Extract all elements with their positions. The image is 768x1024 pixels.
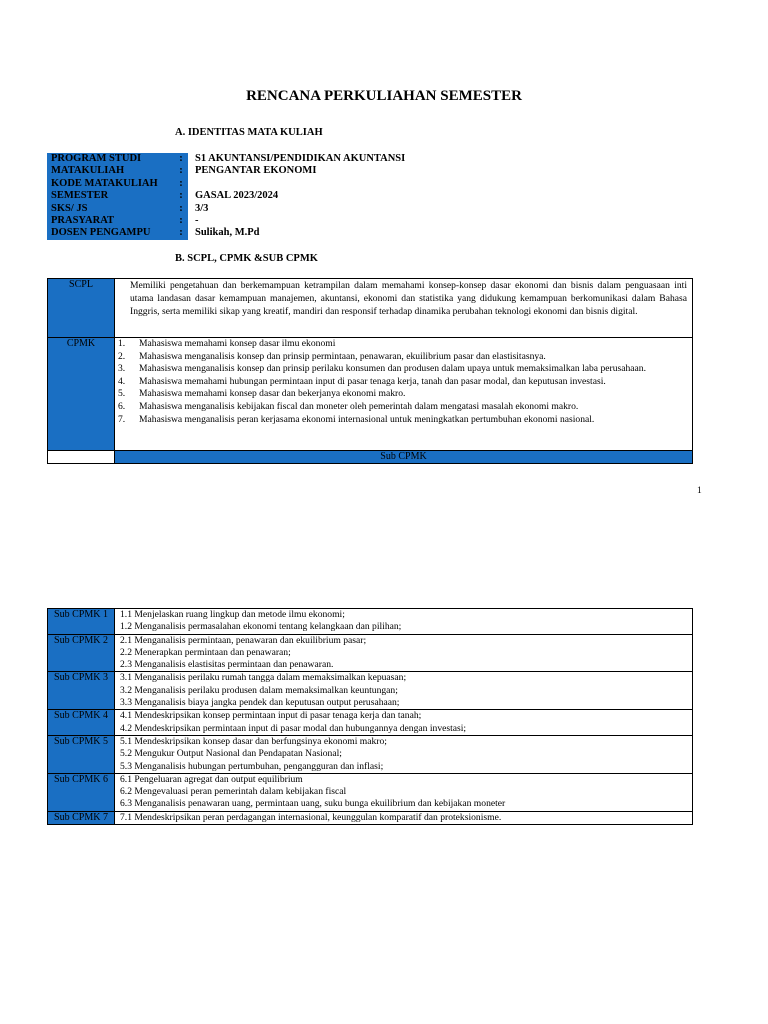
sub-cpmk-label: Sub CPMK 1 [48, 609, 115, 635]
identity-row [47, 227, 405, 239]
sub-cpmk-row [48, 634, 693, 672]
sub-cpmk-line: 2.3 Menganalisis elastisitas permintaan dan penawaran. [120, 659, 334, 671]
cpmk-item [118, 388, 687, 401]
identity-row [47, 153, 405, 165]
identity-value: GASAL 2023/2024 [195, 190, 279, 202]
cpmk-item [118, 363, 687, 376]
identity-label: SKS/ JS [47, 203, 174, 215]
identity-value: - [195, 214, 199, 226]
cpmk-item-number: 3. [118, 363, 126, 375]
sub-cpmk-content [115, 672, 693, 710]
sub-cpmk-line: 3.3 Menganalisis biaya jangka pendek dan keputusan output perusahaan; [120, 697, 400, 709]
cpmk-item [118, 401, 687, 414]
section-b-heading: B. SCPL, CPMK &SUB CPMK [175, 253, 318, 264]
sub-cpmk-line: 3.1 Menganalisis perilaku rumah tangga dalam memaksimalkan kepuasan; [120, 672, 407, 684]
sub-cpmk-line: 4.1 Mendeskripsikan konsep permintaan input di pasar tenaga kerja dan tanah; [120, 710, 422, 722]
cpmk-content [115, 338, 693, 451]
identity-label: PRASYARAT [47, 215, 174, 227]
sub-cpmk-label: Sub CPMK 4 [48, 710, 115, 736]
sub-cpmk-label: Sub CPMK 7 [48, 811, 115, 824]
identity-row [47, 165, 405, 177]
identity-colon: : [174, 153, 188, 165]
sub-cpmk-row [48, 672, 693, 710]
sub-cpmk-line: 2.2 Menerapkan permintaan dan penawaran; [120, 646, 291, 658]
sub-cpmk-content [115, 811, 693, 824]
sub-cpmk-content [115, 773, 693, 811]
sub-cpmk-row [48, 609, 693, 635]
cpmk-item-text: Mahasiswa memahami hubungan permintaan input di pasar tenaga kerja, tanah dan pasar modal, dan keputusan investasi. [139, 375, 606, 387]
cpmk-item-text: Mahasiswa memahami konsep dasar ilmu ekonomi [139, 338, 336, 349]
cpmk-item-number: 4. [118, 375, 126, 387]
scpl-text: Memiliki pengetahuan dan berkemampuan ketrampilan dalam memahami konsep-konsep dasar ekonomi dan bisnis dalam penguasaan inti utama landasan dasar kemampuan manajemen, akuntansi, ekonomi dan statistika yang didukung kemampuan berkomunikasi dalam Bahasa Inggris, serta memiliki sikap yang kreatif, mandiri dan responsif terhadap dinamika perubahan teknologi ekonomi dan bisnis digital. [115, 279, 693, 338]
sub-cpmk-table [47, 608, 693, 825]
sub-cpmk-row [48, 811, 693, 824]
identity-label: DOSEN PENGAMPU [47, 227, 174, 239]
cpmk-item-number: 5. [118, 388, 126, 400]
cpmk-list [115, 338, 692, 426]
sub-cpmk-line: 5.2 Mengukur Output Nasional dan Pendapatan Nasional; [120, 748, 342, 760]
sub-cpmk-heading-row [48, 451, 693, 464]
identity-value: PENGANTAR EKONOMI [195, 165, 317, 177]
sub-cpmk-line: 6.3 Menganalisis penawaran uang, permintaan uang, suku bunga ekuilibrium dan kebijakan moneter [120, 798, 506, 810]
cpmk-label: CPMK [48, 338, 115, 451]
identity-colon: : [174, 190, 188, 202]
sub-cpmk-label: Sub CPMK 2 [48, 634, 115, 672]
cpmk-item-number: 1. [118, 338, 126, 349]
scpl-cpmk-table [47, 278, 693, 464]
sub-cpmk-content [115, 609, 693, 635]
identity-label: MATAKULIAH [47, 165, 174, 177]
cpmk-item-text: Mahasiswa menganalisis peran kerjasama ekonomi internasional untuk meningkatkan pertumbuhan ekonomi nasional. [139, 413, 595, 425]
sub-cpmk-line: 7.1 Mendeskripsikan peran perdagangan internasional, keunggulan komparatif dan proteksionisme. [120, 811, 502, 823]
cpmk-item-text: Mahasiswa menganalisis konsep dan prinsip permintaan, penawaran, ekuilibrium pasar dan elastisitasnya. [139, 350, 546, 362]
section-a-heading: A. IDENTITAS MATA KULIAH [175, 127, 323, 138]
sub-cpmk-line: 6.1 Pengeluaran agregat dan output equilibrium [120, 773, 303, 785]
sub-cpmk-row [48, 773, 693, 811]
identity-row [47, 190, 405, 202]
identity-value: Sulikah, M.Pd [195, 227, 260, 239]
document-title: RENCANA PERKULIAHAN SEMESTER [246, 88, 522, 104]
identity-colon: : [174, 165, 188, 177]
cpmk-item-text: Mahasiswa menganalisis kebijakan fiscal dan moneter oleh pemerintah dalam mengatasi masalah ekonomi makro. [139, 400, 579, 412]
sub-cpmk-line: 5.3 Menganalisis hubungan pertumbuhan, pengangguran dan inflasi; [120, 760, 384, 772]
identity-row [47, 203, 405, 215]
identity-colon: : [174, 215, 188, 227]
sub-cpmk-row [48, 735, 693, 773]
identity-value [188, 178, 195, 190]
identity-value: S1 AKUNTANSI/PENDIDIKAN AKUNTANSI [195, 153, 406, 164]
sub-cpmk-line: 5.1 Mendeskripsikan konsep dasar dan berfungsinya ekonomi makro; [120, 735, 387, 747]
sub-cpmk-row [48, 710, 693, 736]
sub-cpmk-line: 1.2 Menganalisis permasalahan ekonomi tentang kelangkaan dan pilihan; [120, 621, 402, 633]
identity-label: KODE MATAKULIAH [47, 178, 174, 190]
cpmk-item-text: Mahasiswa memahami konsep dasar dan bekerjanya ekonomi makro. [139, 388, 406, 400]
identity-colon: : [174, 178, 188, 190]
cpmk-item-text: Mahasiswa menganalisis konsep dan prinsip perilaku konsumen dan produsen dalam upaya untuk memaksimalkan laba perusahaan. [139, 363, 647, 375]
cpmk-row [48, 338, 693, 451]
sub-cpmk-content [115, 710, 693, 736]
identity-label: PROGRAM STUDI [47, 153, 174, 165]
cpmk-item [118, 376, 687, 389]
sub-cpmk-line: 6.2 Mengevaluasi peran pemerintah dalam kebijakan fiscal [120, 786, 347, 798]
cpmk-item-number: 7. [118, 413, 126, 425]
identity-colon: : [174, 227, 188, 239]
identity-block [47, 153, 405, 240]
sub-cpmk-label: Sub CPMK 3 [48, 672, 115, 710]
identity-label: SEMESTER [47, 190, 174, 202]
sub-cpmk-content [115, 634, 693, 672]
scpl-row [48, 279, 693, 338]
sub-cpmk-heading: Sub CPMK [115, 451, 693, 464]
empty-cell [48, 451, 115, 464]
sub-cpmk-line: 3.2 Menganalisis perilaku produsen dalam memaksimalkan keuntungan; [120, 684, 398, 696]
cpmk-item-number: 2. [118, 350, 126, 362]
sub-cpmk-label: Sub CPMK 6 [48, 773, 115, 811]
identity-row [47, 178, 405, 190]
cpmk-item [118, 414, 687, 427]
cpmk-item [118, 338, 687, 351]
cpmk-item [118, 351, 687, 364]
sub-cpmk-line: 2.1 Menganalisis permintaan, penawaran dan ekuilibrium pasar; [120, 634, 367, 646]
sub-cpmk-label: Sub CPMK 5 [48, 735, 115, 773]
identity-colon: : [174, 203, 188, 215]
scpl-label: SCPL [48, 279, 115, 338]
sub-cpmk-line: 4.2 Mendeskripsikan permintaan input di pasar modal dan hubungannya dengan investasi; [120, 722, 467, 734]
identity-value: 3/3 [195, 202, 209, 214]
sub-cpmk-line: 1.1 Menjelaskan ruang lingkup dan metode ilmu ekonomi; [120, 609, 345, 620]
page-number: 1 [697, 486, 702, 496]
sub-cpmk-content [115, 735, 693, 773]
cpmk-item-number: 6. [118, 400, 126, 412]
identity-row [47, 215, 405, 227]
